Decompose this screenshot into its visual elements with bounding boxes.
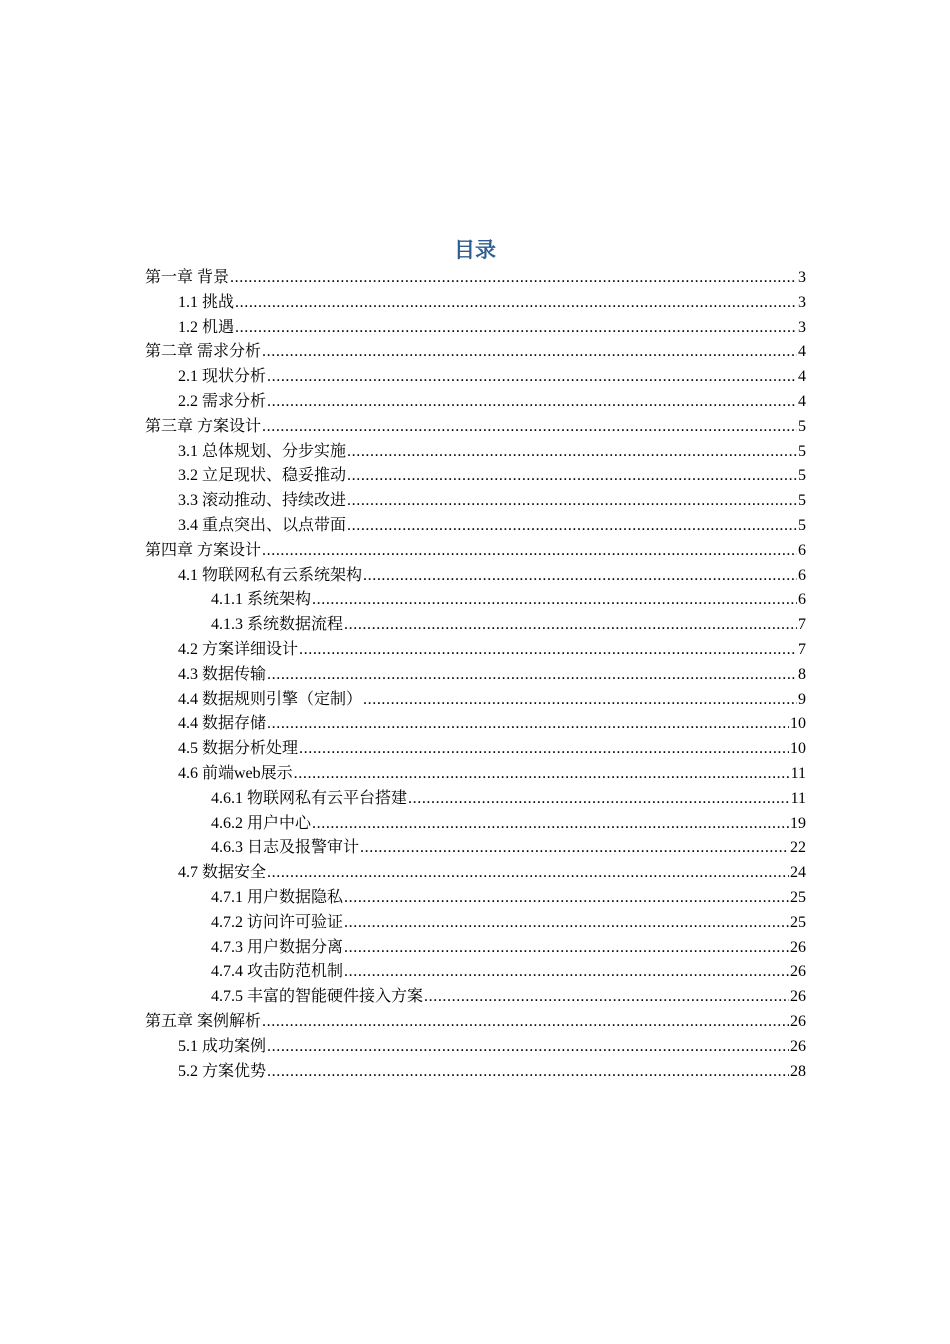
toc-entry-label: 4.7.5 丰富的智能硬件接入方案	[211, 988, 424, 1006]
toc-entry[interactable]	[145, 365, 806, 390]
toc-entry-label: 1.1 挑战	[178, 293, 235, 311]
toc-entry-page-number: 26	[790, 988, 806, 1006]
toc-entry[interactable]	[145, 886, 806, 911]
toc-entry[interactable]	[145, 464, 806, 489]
toc-entry[interactable]	[145, 737, 806, 762]
toc-entry-page-number: 10	[790, 740, 806, 758]
toc-entry-label: 4.5 数据分析处理	[178, 740, 299, 758]
toc-entry-page-number: 4	[798, 343, 806, 361]
toc-dot-leader	[267, 390, 797, 415]
toc-entry[interactable]	[145, 613, 806, 638]
toc-entry-label: 4.7.1 用户数据隐私	[211, 888, 344, 906]
toc-entry-page-number: 26	[790, 963, 806, 981]
toc-entry[interactable]	[145, 663, 806, 688]
toc-entry-label: 第三章 方案设计	[145, 417, 262, 435]
toc-dot-leader	[262, 1010, 789, 1035]
toc-dot-leader	[344, 936, 789, 961]
toc-dot-leader	[235, 316, 797, 341]
toc-entry-label: 4.6.1 物联网私有云平台搭建	[211, 789, 408, 807]
toc-entry-page-number: 3	[798, 269, 806, 286]
toc-entry-page-number: 10	[790, 715, 806, 733]
toc-dot-leader	[262, 415, 797, 440]
toc-entry-label: 4.6 前端web展示	[178, 764, 293, 782]
toc-dot-leader	[424, 985, 789, 1010]
toc-entry[interactable]	[145, 861, 806, 886]
toc-entry[interactable]	[145, 1060, 806, 1085]
toc-entry-page-number: 5	[798, 492, 806, 510]
toc-entry-label: 1.2 机遇	[178, 318, 235, 336]
toc-entry[interactable]	[145, 390, 806, 415]
toc-dot-leader	[267, 712, 789, 737]
toc-entry-label: 4.4 数据规则引擎（定制）	[178, 690, 363, 708]
toc-entry-label: 4.1.1 系统架构	[211, 591, 312, 609]
toc-entry-page-number: 6	[798, 541, 806, 559]
toc-dot-leader	[230, 266, 797, 291]
toc-entry-page-number: 5	[798, 417, 806, 435]
toc-entry[interactable]	[145, 936, 806, 961]
toc-dot-leader	[267, 663, 797, 688]
toc-entry-page-number: 5	[798, 516, 806, 534]
toc-entry[interactable]	[145, 787, 806, 812]
toc-entry-label: 第一章 背景	[145, 269, 230, 286]
toc-dot-leader	[235, 291, 797, 316]
toc-dot-leader	[299, 737, 789, 762]
toc-entry-page-number: 6	[798, 566, 806, 584]
toc-entry-page-number: 19	[790, 814, 806, 832]
toc-entry-page-number: 9	[798, 690, 806, 708]
toc-dot-leader	[312, 812, 789, 837]
toc-dot-leader	[347, 514, 797, 539]
toc-dot-leader	[363, 564, 797, 589]
toc-entry-label: 4.4 数据存储	[178, 715, 267, 733]
toc-entry[interactable]	[145, 489, 806, 514]
toc-entry[interactable]	[145, 762, 806, 787]
toc-dot-leader	[294, 762, 790, 787]
toc-entry-label: 4.7.3 用户数据分离	[211, 938, 344, 956]
toc-dot-leader	[267, 861, 789, 886]
toc-entry[interactable]	[145, 539, 806, 564]
toc-entry-page-number: 25	[790, 888, 806, 906]
toc-entry-page-number: 8	[798, 665, 806, 683]
toc-entry[interactable]	[145, 316, 806, 341]
toc-entry-label: 3.3 滚动推动、持续改进	[178, 492, 347, 510]
toc-entry-label: 4.7.4 攻击防范机制	[211, 963, 344, 981]
toc-entry[interactable]	[145, 1010, 806, 1035]
toc-entry[interactable]	[145, 588, 806, 613]
toc-entry[interactable]	[145, 985, 806, 1010]
toc-dot-leader	[267, 1035, 789, 1060]
toc-entry[interactable]	[145, 638, 806, 663]
toc-entry-page-number: 26	[790, 938, 806, 956]
toc-dot-leader	[347, 464, 797, 489]
toc-entry-page-number: 3	[798, 318, 806, 336]
toc-entry-label: 2.1 现状分析	[178, 368, 267, 386]
toc-entry-page-number: 26	[790, 1037, 806, 1055]
toc-entry-label: 2.2 需求分析	[178, 392, 267, 410]
toc-entry[interactable]	[145, 440, 806, 465]
toc-dot-leader	[363, 688, 797, 713]
toc-dot-leader	[347, 489, 797, 514]
toc-entry-page-number: 5	[798, 442, 806, 460]
toc-dot-leader	[360, 836, 789, 861]
toc-entry-label: 第五章 案例解析	[145, 1012, 262, 1030]
toc-entry-page-number: 7	[798, 616, 806, 634]
toc-entry-page-number: 22	[790, 839, 806, 857]
toc-entry-label: 4.7 数据安全	[178, 864, 267, 882]
toc-entry[interactable]	[145, 415, 806, 440]
toc-dot-leader	[267, 365, 797, 390]
toc-title: 目录	[454, 238, 496, 262]
table-of-contents	[145, 266, 806, 1084]
toc-entry[interactable]	[145, 960, 806, 985]
toc-entry[interactable]	[145, 911, 806, 936]
toc-dot-leader	[344, 886, 789, 911]
toc-entry-page-number: 3	[798, 293, 806, 311]
toc-entry-label: 4.3 数据传输	[178, 665, 267, 683]
toc-entry[interactable]	[145, 836, 806, 861]
toc-dot-leader	[344, 613, 797, 638]
toc-entry-label: 4.6.2 用户中心	[211, 814, 312, 832]
toc-entry-label: 4.2 方案详细设计	[178, 640, 299, 658]
toc-dot-leader	[262, 340, 797, 365]
toc-entry-label: 第二章 需求分析	[145, 343, 262, 361]
toc-entry[interactable]	[145, 1035, 806, 1060]
toc-dot-leader	[344, 911, 789, 936]
toc-dot-leader	[262, 539, 797, 564]
toc-entry[interactable]	[145, 514, 806, 539]
toc-entry[interactable]	[145, 340, 806, 365]
toc-entry-label: 3.4 重点突出、以点带面	[178, 516, 347, 534]
toc-dot-leader	[344, 960, 789, 985]
toc-entry-label: 5.2 方案优势	[178, 1062, 267, 1080]
toc-entry-page-number: 6	[798, 591, 806, 609]
toc-entry-label: 4.6.3 日志及报警审计	[211, 839, 360, 857]
toc-entry-page-number: 28	[790, 1062, 806, 1080]
toc-dot-leader	[299, 638, 797, 663]
toc-entry-label: 5.1 成功案例	[178, 1037, 267, 1055]
toc-entry[interactable]	[145, 291, 806, 316]
toc-entry-page-number: 26	[790, 1012, 806, 1030]
toc-entry-page-number: 11	[790, 764, 806, 782]
toc-entry[interactable]	[145, 712, 806, 737]
toc-dot-leader	[312, 588, 797, 613]
toc-entry-page-number: 4	[798, 368, 806, 386]
toc-entry-label: 4.1 物联网私有云系统架构	[178, 566, 363, 584]
toc-entry-page-number: 4	[798, 392, 806, 410]
toc-entry-page-number: 11	[790, 789, 806, 807]
toc-dot-leader	[267, 1060, 789, 1085]
toc-dot-leader	[347, 440, 797, 465]
toc-entry-page-number: 25	[790, 913, 806, 931]
toc-entry-label: 第四章 方案设计	[145, 541, 262, 559]
toc-entry[interactable]	[145, 812, 806, 837]
toc-entry-page-number: 7	[798, 640, 806, 658]
toc-entry[interactable]	[145, 564, 806, 589]
toc-entry-label: 4.1.3 系统数据流程	[211, 616, 344, 634]
toc-entry-label: 3.2 立足现状、稳妥推动	[178, 467, 347, 485]
toc-entry-label: 3.1 总体规划、分步实施	[178, 442, 347, 460]
toc-dot-leader	[408, 787, 790, 812]
toc-entry-label: 4.7.2 访问许可验证	[211, 913, 344, 931]
toc-entry-page-number: 24	[790, 864, 806, 882]
toc-entry[interactable]	[145, 688, 806, 713]
toc-entry-page-number: 5	[798, 467, 806, 485]
toc-entry[interactable]	[145, 266, 806, 291]
